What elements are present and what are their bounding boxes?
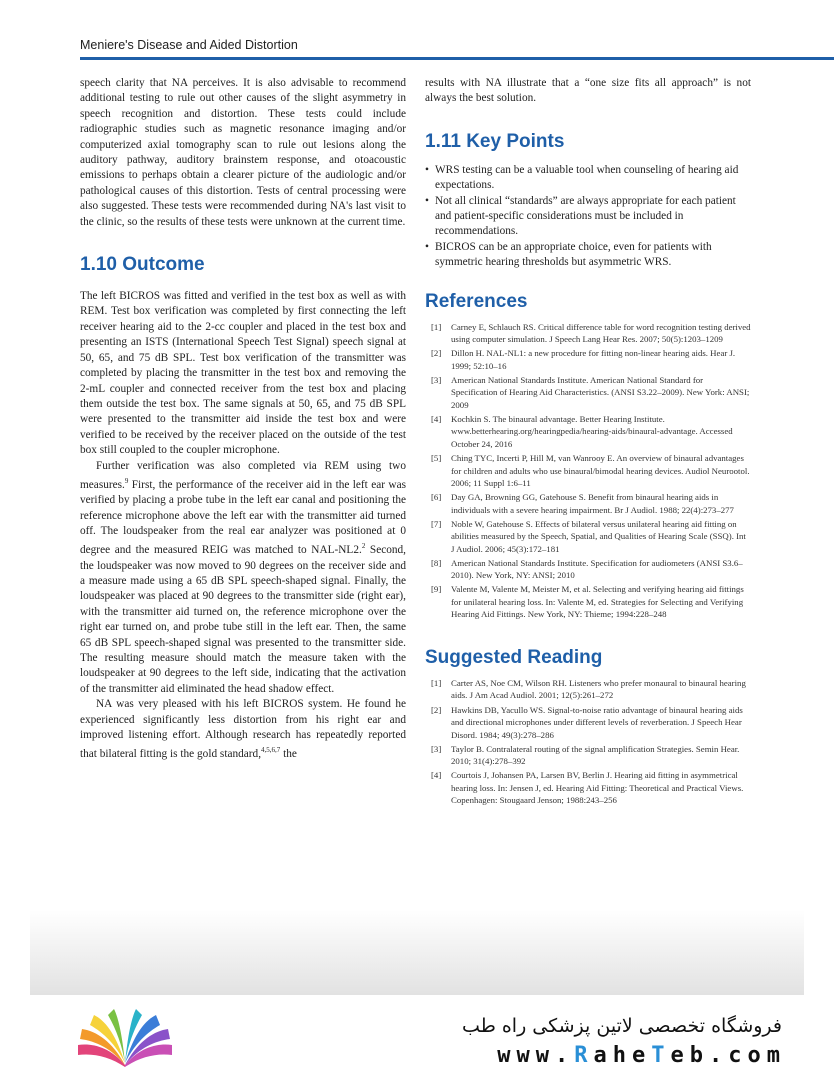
- watermark-footer: [0, 995, 834, 1080]
- references-list: [425, 321, 751, 621]
- outcome-paragraph-1: The left BICROS was fitted and verified in the test box as well as with REM. Test box verification was completed by first connecting the left receiver hearing aid to the 2-cc coupler and placed in the test box and presenting an ISTS (International Speech Test Signal) speech signal at 50, 65, and 75 dB SPL. Test box verification of the transmitter was completed by placing the transmitter in the test box and removing the 2-mL coupler and connected receiver from the test box and placing them outside the test box. The same signals at 50, 65, and 75 dB SPL were presented to the transmitter aid inside the test box and were verified to be received by the receiver placed on the outside of the test box still coupled to the coupler microphone.: [80, 290, 406, 457]
- url-part: R: [574, 1043, 594, 1068]
- reference-text: Kochkin S. The binaural advantage. Better Hearing Institute. www.betterhearing.org/hearingpedia/hearing-aids/binaural-advantage. Accessed October 24, 2016: [451, 413, 733, 449]
- reference-item: [425, 452, 751, 490]
- suggested-number: [1]: [431, 677, 442, 688]
- store-url: [497, 1043, 786, 1068]
- text-run: First, the performance of the receiver aid in the left ear was verified by placing a probe tube in the left ear canal and positioning the reference microphone above the left ear with the transmitter aid turned off. The loudspeaker from the real ear analyzer was positioned at 0 degree and the measured REIG was matched to NAL-NL2.: [80, 478, 406, 557]
- suggested-item: [425, 704, 751, 742]
- running-header: Meniere's Disease and Aided Distortion: [80, 38, 298, 52]
- book-logo-icon: [70, 1005, 180, 1071]
- header-rule: [80, 57, 834, 60]
- outcome-heading: 1.10 Outcome: [80, 254, 205, 276]
- reference-text: American National Standards Institute. American National Standard for Specification of Hearing Aid Characteristics. (ANSI S3.22–2009). New York: ANSI; 2009: [451, 374, 750, 410]
- reference-item: [425, 557, 751, 582]
- key-points-list: [425, 163, 751, 271]
- reference-number: [5]: [431, 453, 442, 464]
- key-points-heading: 1.11 Key Points: [425, 130, 565, 152]
- right-column: [425, 76, 751, 808]
- reference-item: [425, 491, 751, 516]
- suggested-item: [425, 743, 751, 768]
- text-run: the: [280, 748, 297, 761]
- suggested-text: Taylor B. Contralateral routing of the signal amplification Strategies. Semin Hear. 2010; 31(4):278–392: [451, 743, 740, 767]
- suggested-reading-heading: Suggested Reading: [425, 646, 603, 668]
- reference-text: Ching TYC, Incerti P, Hill M, van Wanrooy E. An overview of binaural advantages for children and adults who use binaural/bimodal hearing devices. Audiol Neurootol. 2006; 11 Suppl 1:6–11: [451, 453, 750, 489]
- suggested-text: Courtois J, Johansen PA, Larsen BV, Berlin J. Hearing aid fitting in asymmetrical hearing loss. In: Jensen J, ed. Hearing Aid Fitting: Theoretical and Practical Views. Copenhagen: Stougaard Jenson; 1988:243–256: [451, 770, 744, 806]
- suggested-reading-list: [425, 677, 751, 807]
- suggested-number: [3]: [431, 743, 442, 754]
- key-point-item: • BICROS can be an appropriate choice, even for patients with symmetric hearing thresholds but asymmetric WRS.: [425, 240, 751, 271]
- references-heading: References: [425, 290, 528, 312]
- suggested-number: [4]: [431, 770, 442, 781]
- continued-paragraph: results with NA illustrate that a “one size fits all approach” is not always the best solution.: [425, 77, 751, 105]
- reference-number: [3]: [431, 374, 442, 385]
- url-part: .com: [709, 1043, 786, 1068]
- page-bottom-shadow: [30, 910, 804, 995]
- key-point-item: • Not all clinical “standards” are always appropriate for each patient and patient-specific considerations must be included in recommendations.: [425, 194, 751, 240]
- suggested-item: [425, 769, 751, 807]
- reference-item: [425, 374, 751, 412]
- reference-item: [425, 518, 751, 556]
- left-column: [80, 76, 406, 763]
- reference-item: [425, 321, 751, 346]
- url-part: www.: [497, 1043, 575, 1068]
- url-part: ahe: [593, 1043, 652, 1068]
- suggested-item: [425, 677, 751, 702]
- reference-item: [425, 413, 751, 451]
- citation-superscript: 9: [124, 476, 129, 485]
- reference-number: [6]: [431, 492, 442, 503]
- reference-number: [4]: [431, 413, 442, 424]
- reference-text: Noble W, Gatehouse S. Effects of bilateral versus unilateral hearing aid fitting on abilities measured by the Speech, Spatial, and Qualities of Hearing Scale (SSQ). Int J Audiol. 2006; 45(3):172–181: [451, 518, 746, 554]
- reference-text: Carney E, Schlauch RS. Critical difference table for word recognition testing derived using computer simulation. J Speech Lang Hear Res. 2007; 50(5):1203–1209: [451, 321, 751, 345]
- url-part: eb: [670, 1043, 710, 1068]
- reference-number: [1]: [431, 321, 442, 332]
- outcome-paragraph-2: [80, 459, 406, 698]
- text-run: Second, the loudspeaker was now moved to 90 degrees on the receiver side and a measure made using a 65 dB SPL speech-shaped signal. Finally, the loudspeaker was placed at 90 degrees to the transmitter side (right ear), with the transmitter aid turned on, the reference microphone over the right ear turned on, and probe tube still in the left ear. Then, the same 65 dB SPL speech-shaped signal was presented to the transmitter side. The resulting measure should match the measure taken with the loudspeaker at 90 degrees to the left side, indicating that the activation of the transmitter aid eliminated the head shadow effect.: [80, 544, 406, 695]
- citation-superscript: 2: [361, 542, 366, 551]
- reference-number: [8]: [431, 557, 442, 568]
- outcome-paragraph-3: [80, 697, 406, 762]
- text-run: NA was very pleased with his left BICROS system. He found he experienced significantly less distortion from his right ear and improved listening effort. Although research has repeatedly reported that bilateral fitting is the gold standard,: [80, 698, 406, 761]
- store-name: فروشگاه تخصصی لاتین پزشکی راه طب: [462, 1015, 782, 1037]
- url-part: T: [651, 1043, 671, 1068]
- text-run: Further verification was also completed via REM using two measures.: [80, 459, 406, 491]
- reference-text: Day GA, Browning GG, Gatehouse S. Benefit from binaural hearing aids in individuals with a severe hearing impairment. Br J Audiol. 1988; 22(4):273–277: [451, 492, 734, 515]
- reference-item: [425, 347, 751, 372]
- reference-number: [2]: [431, 348, 442, 359]
- suggested-number: [2]: [431, 704, 442, 715]
- reference-text: Valente M, Valente M, Meister M, et al. Selecting and verifying hearing aid fittings for unilateral hearing loss. In: Valente M, ed. Strategies for Selecting and Verifying Hearing Aid Fittings. New York, NY: Thieme; 1994:228–248: [451, 584, 744, 620]
- suggested-text: Carter AS, Noe CM, Wilson RH. Listeners who prefer monaural to binaural hearing aids. J Am Acad Audiol. 2001; 12(5):261–272: [451, 677, 746, 701]
- key-point-item: • WRS testing can be a valuable tool when counseling of hearing aid expectations.: [425, 163, 751, 194]
- citation-superscript: 4,5,6,7: [261, 746, 281, 755]
- reference-number: [9]: [431, 584, 442, 595]
- reference-number: [7]: [431, 518, 442, 529]
- reference-text: Dillon H. NAL-NL1: a new procedure for fitting non-linear hearing aids. Hear J. 1999; 52:10–16: [451, 348, 736, 371]
- intro-paragraph: speech clarity that NA perceives. It is also advisable to recommend additional testing to rule out other causes of the slight asymmetry in speech recognition and distortion. These tests could include radiographic studies such as magnetic resonance imaging and/or computerized axial tomography scan to rule out lesions along the auditory pathway, auditory brainstem response, and otoacoustic emissions to perhaps obtain a clearer picture of the audiologic and/or pathological causes of this distortion. Tests of central processing were also suggested. These tests were recommended during NA's last visit to the clinic, so the results of these tests were unknown at the current time.: [80, 77, 406, 228]
- reference-text: American National Standards Institute. Specification for audiometers (ANSI S3.6–2010). New York, NY: ANSI; 2010: [451, 557, 743, 581]
- reference-item: [425, 583, 751, 621]
- suggested-text: Hawkins DB, Yacullo WS. Signal-to-noise ratio advantage of binaural hearing aids and directional microphones under different levels of reverberation. J Speech Hear Disord. 1984; 49(3):278–286: [451, 704, 743, 740]
